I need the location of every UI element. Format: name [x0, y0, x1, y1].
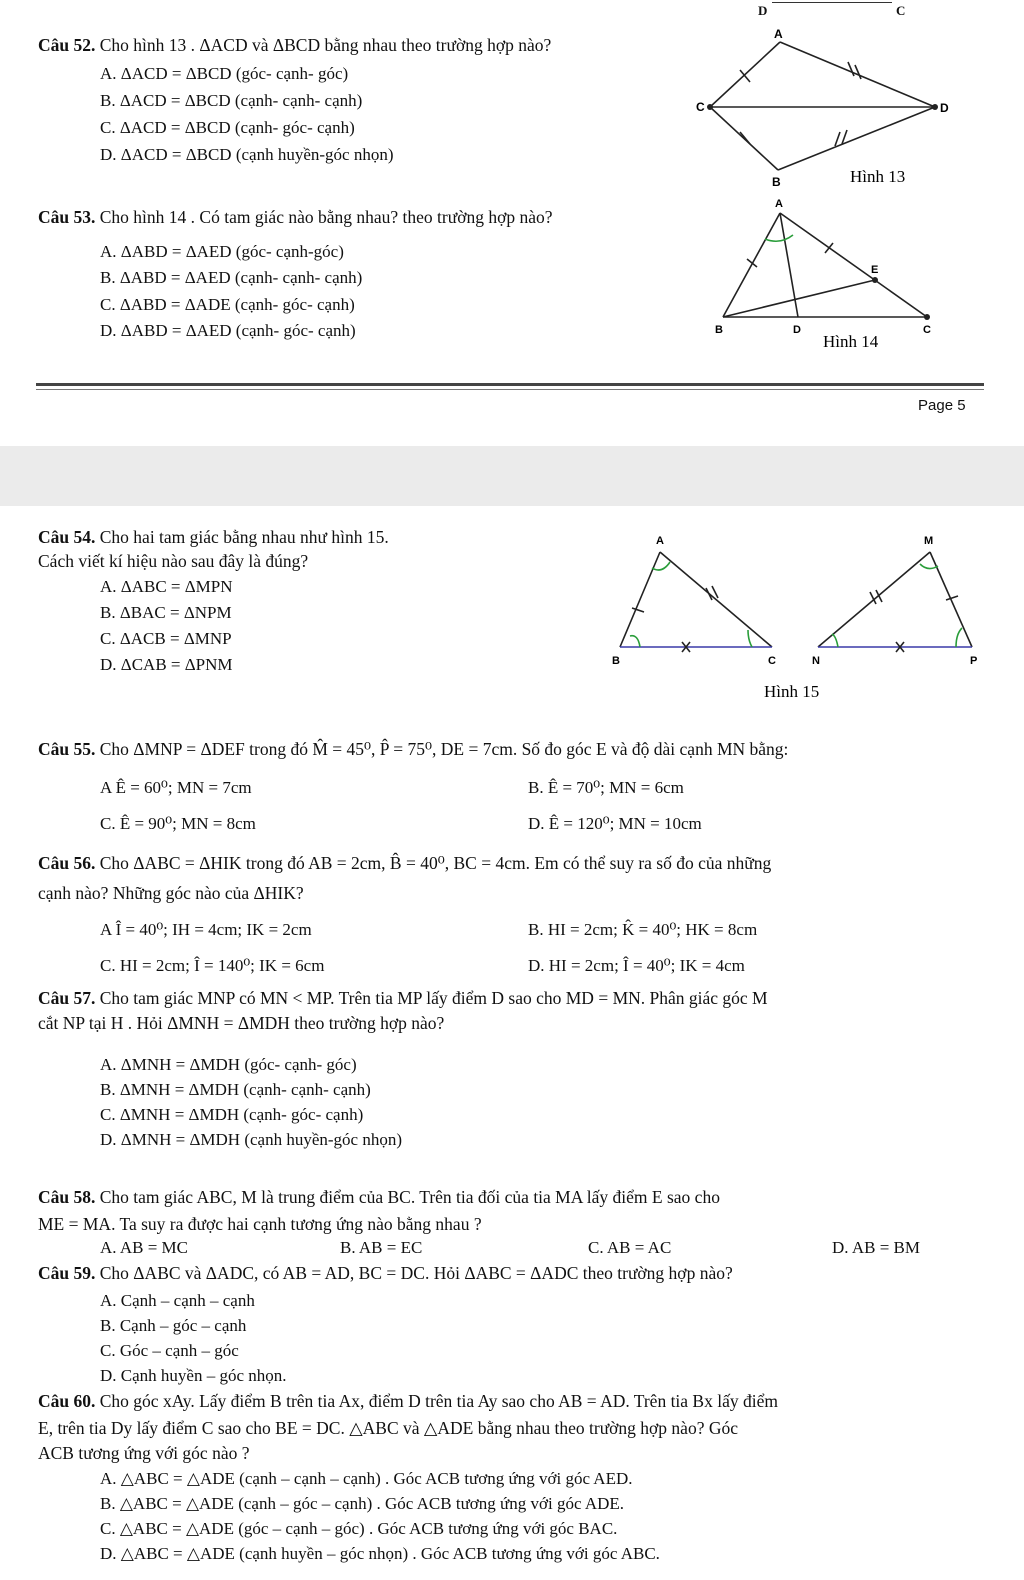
footer-divider-thick [36, 383, 984, 386]
fig15-label-a: A [656, 535, 664, 547]
q56-stem [38, 853, 771, 874]
fig15-edge-ab [620, 552, 660, 647]
q55-option-b[interactable]: B. Ê = 70⁰; MN = 6cm [528, 778, 684, 797]
fig13-tick-ad-1 [848, 62, 854, 76]
footer-divider-thin [36, 389, 984, 390]
q57-text: Cho tam giác MNP có MN < MP. Trên tia MP lấy điểm D sao cho MD = MN. Phân giác góc M [99, 988, 768, 1008]
fig14-edge-ab [723, 213, 780, 317]
fig13-label-c: C [696, 100, 705, 114]
fig15-caption: Hình 15 [764, 682, 820, 701]
fig15-angle-n [832, 634, 838, 647]
fig14-label-c: C [923, 324, 931, 336]
top-line [772, 2, 892, 3]
q59-option-a[interactable]: A. Cạnh – cạnh – cạnh [100, 1291, 255, 1310]
fig15-angle-c [748, 630, 752, 647]
q58-option-b[interactable]: B. AB = EC [340, 1238, 423, 1257]
q58-option-c[interactable]: C. AB = AC [588, 1238, 672, 1257]
q57-title: Câu 57. [38, 988, 96, 1008]
q56-option-d[interactable]: D. HI = 2cm; Î = 40⁰; IK = 4cm [528, 956, 745, 975]
q57-option-a[interactable]: A. ΔMNH = ΔMDH (góc- cạnh- góc) [100, 1055, 357, 1074]
top-label-d: D [758, 3, 768, 18]
q59-option-d[interactable]: D. Cạnh huyền – góc nhọn. [100, 1366, 287, 1385]
q55-option-a[interactable]: A Ê = 60⁰; MN = 7cm [100, 778, 252, 797]
fig15-label-n: N [812, 655, 820, 667]
q52-option-b[interactable]: B. ΔACD = ΔBCD (cạnh- cạnh- cạnh) [100, 91, 363, 110]
fig13-edge-bd [778, 107, 935, 170]
fig15-tick-ab [632, 608, 644, 612]
fig15-edge-ac [660, 552, 772, 647]
fig13-label-d: D [940, 101, 949, 115]
q58-text: Cho tam giác ABC, M là trung điểm của BC. Trên tia đối của tia MA lấy điểm E sao cho [99, 1187, 720, 1207]
q58-option-a[interactable]: A. AB = MC [100, 1238, 188, 1257]
fig13-label-a: A [774, 27, 783, 41]
fig15-angle-b [630, 636, 640, 647]
q58-stem [38, 1187, 720, 1208]
q60-option-c[interactable]: C. △ABC = △ADE (góc – cạnh – góc) . Góc ACB tương ứng với góc BAC. [100, 1519, 618, 1538]
q53-stem [38, 207, 553, 228]
figure-13 [690, 20, 980, 195]
q55-text: Cho ΔMNP = ΔDEF trong đó M̂ = 45⁰, P̂ = 75⁰, DE = 7cm. Số đo góc E và độ dài cạnh MN bằng: [99, 739, 789, 759]
q53-option-c[interactable]: C. ΔABD = ΔADE (cạnh- góc- cạnh) [100, 295, 355, 314]
q55-title: Câu 55. [38, 739, 96, 759]
q56-option-a[interactable]: A Î = 40⁰; IH = 4cm; IK = 2cm [100, 920, 312, 939]
q57-option-b[interactable]: B. ΔMNH = ΔMDH (cạnh- cạnh- cạnh) [100, 1080, 371, 1099]
top-label-c: C [896, 3, 906, 18]
q56-title: Câu 56. [38, 853, 96, 873]
q56-text: Cho ΔABC = ΔHIK trong đó AB = 2cm, B̂ = 40⁰, BC = 4cm. Em có thể suy ra số đo của những [99, 853, 772, 873]
q58-option-d[interactable]: D. AB = BM [832, 1238, 920, 1257]
q60-title: Câu 60. [38, 1391, 96, 1411]
fig13-tick-bc [740, 132, 750, 144]
fig14-tick-ab [747, 259, 757, 267]
q57-stem [38, 988, 768, 1009]
q54-title: Câu 54. [38, 527, 96, 547]
fig15-angle-p [956, 628, 962, 647]
q56-option-c[interactable]: C. HI = 2cm; Î = 140⁰; IK = 6cm [100, 956, 325, 975]
q59-option-c[interactable]: C. Góc – cạnh – góc [100, 1341, 239, 1360]
q54-text: Cho hai tam giác bằng nhau như hình 15. [99, 527, 389, 547]
q57-option-c[interactable]: C. ΔMNH = ΔMDH (cạnh- góc- cạnh) [100, 1105, 364, 1124]
q54-option-c[interactable]: C. ΔACB = ΔMNP [100, 629, 232, 648]
q60-stem [38, 1391, 778, 1412]
fig14-caption: Hình 14 [823, 332, 879, 351]
q59-option-b[interactable]: B. Cạnh – góc – cạnh [100, 1316, 247, 1335]
fig15-tick-ac-1 [706, 588, 712, 600]
q53-text: Cho hình 14 . Có tam giác nào bằng nhau? theo trường hợp nào? [99, 207, 553, 227]
page-gap [0, 446, 1024, 506]
q52-text: Cho hình 13 . ΔACD và ΔBCD bằng nhau theo trường hợp nào? [99, 35, 552, 55]
q56-option-b[interactable]: B. HI = 2cm; K̂ = 40⁰; HK = 8cm [528, 920, 758, 939]
fig13-caption: Hình 13 [850, 167, 906, 186]
fig15-label-p: P [970, 655, 978, 667]
q54-option-d[interactable]: D. ΔCAB = ΔPNM [100, 655, 233, 674]
fig15-label-m: M [924, 535, 934, 547]
fig13-point-c [707, 104, 713, 110]
q53-option-d[interactable]: D. ΔABD = ΔAED (cạnh- góc- cạnh) [100, 321, 356, 340]
q54-option-b[interactable]: B. ΔBAC = ΔNPM [100, 603, 232, 622]
q60-option-b[interactable]: B. △ABC = △ADE (cạnh – góc – cạnh) . Góc ACB tương ứng với góc ADE. [100, 1494, 625, 1513]
fig14-label-a: A [775, 198, 783, 210]
q55-option-c[interactable]: C. Ê = 90⁰; MN = 8cm [100, 814, 256, 833]
q60-option-d[interactable]: D. △ABC = △ADE (cạnh huyền – góc nhọn) . Góc ACB tương ứng với góc ABC. [100, 1544, 660, 1563]
q52-option-d[interactable]: D. ΔACD = ΔBCD (cạnh huyền-góc nhọn) [100, 145, 394, 164]
fig14-label-b: B [715, 324, 723, 336]
q57-option-d[interactable]: D. ΔMNH = ΔMDH (cạnh huyền-góc nhọn) [100, 1130, 402, 1149]
q59-stem [38, 1263, 733, 1284]
q52-option-c[interactable]: C. ΔACD = ΔBCD (cạnh- góc- cạnh) [100, 118, 355, 137]
q55-option-d[interactable]: D. Ê = 120⁰; MN = 10cm [528, 814, 702, 833]
fig15-label-b: B [612, 655, 620, 667]
q56-text-line2: cạnh nào? Những góc nào của ΔHIK? [38, 883, 304, 903]
q57-text-line2: cắt NP tại H . Hỏi ΔMNH = ΔMDH theo trường hợp nào? [38, 1013, 445, 1033]
fig13-tick-ad-2 [855, 65, 861, 79]
q52-stem [38, 35, 551, 56]
q60-text: Cho góc xAy. Lấy điểm B trên tia Ax, điểm D trên tia Ay sao cho AB = AD. Trên tia Bx lấy điểm [99, 1391, 778, 1411]
figure-14 [705, 195, 955, 360]
q60-text-line2: E, trên tia Dy lấy điểm C sao cho BE = DC. △ABC và △ADE bằng nhau theo trường hợp nào? Góc [38, 1418, 738, 1438]
q53-title: Câu 53. [38, 207, 96, 227]
fig14-point-e [872, 277, 878, 283]
q54-text-line2: Cách viết kí hiệu nào sau đây là đúng? [38, 551, 309, 571]
q52-title: Câu 52. [38, 35, 96, 55]
fig14-label-e: E [871, 264, 879, 276]
fig13-edge-ad [780, 42, 935, 107]
figure-15 [600, 530, 1000, 710]
fig15-tick-mp [946, 596, 958, 600]
q54-stem [38, 527, 389, 548]
q58-title: Câu 58. [38, 1187, 96, 1207]
page-number: Page 5 [918, 397, 966, 414]
fig13-edge-bc [710, 107, 778, 170]
fig14-edge-ac [780, 213, 927, 317]
q53-option-b[interactable]: B. ΔABD = ΔAED (cạnh- cạnh- cạnh) [100, 268, 363, 287]
q60-text-line3: ACB tương ứng với góc nào ? [38, 1443, 250, 1463]
q54-option-a[interactable]: A. ΔABC = ΔMPN [100, 577, 233, 596]
fig14-angle-arc [765, 235, 793, 241]
q55-stem [38, 739, 788, 760]
q52-option-a[interactable]: A. ΔACD = ΔBCD (góc- cạnh- góc) [100, 64, 349, 83]
q53-option-a[interactable]: A. ΔABD = ΔAED (góc- cạnh-góc) [100, 242, 344, 261]
fig13-point-d [932, 104, 938, 110]
fig14-edge-be [723, 280, 875, 317]
q58-text-line2: ME = MA. Ta suy ra được hai cạnh tương ứng nào bằng nhau ? [38, 1214, 482, 1234]
fig13-edge-ac [710, 42, 780, 107]
fig14-label-d: D [793, 324, 801, 336]
q60-option-a[interactable]: A. △ABC = △ADE (cạnh – cạnh – cạnh) . Góc ACB tương ứng với góc AED. [100, 1469, 633, 1488]
fig14-point-c [924, 314, 930, 320]
q59-text: Cho ΔABC và ΔADC, có AB = AD, BC = DC. Hỏi ΔABC = ΔADC theo trường hợp nào? [99, 1263, 733, 1283]
q59-title: Câu 59. [38, 1263, 96, 1283]
fig13-tick-bd-1 [835, 132, 840, 146]
fig15-label-c: C [768, 655, 776, 667]
fig14-tick-ae [825, 243, 833, 253]
fig13-label-b: B [772, 175, 781, 189]
